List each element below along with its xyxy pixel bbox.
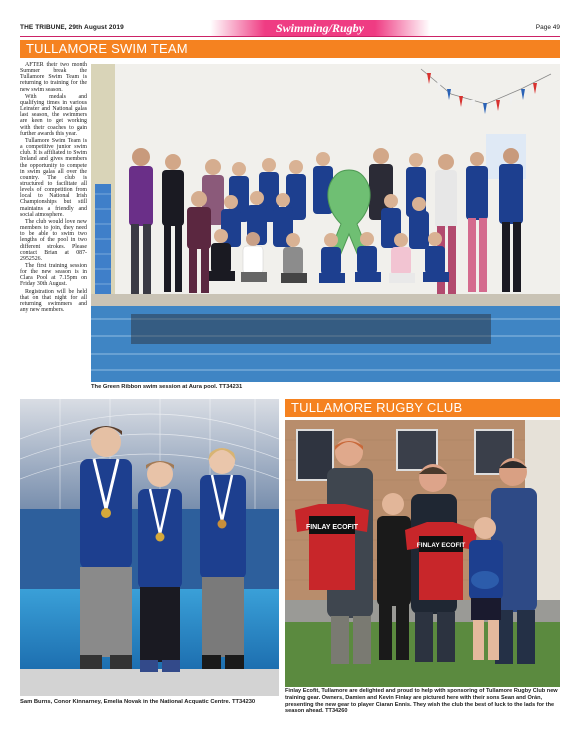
article-paragraph: The first training session for the new season is in Clara Pool at 7.15pm on Friday 30th August. — [20, 263, 87, 288]
section-title: Swimming/Rugby — [210, 20, 430, 36]
article-paragraph: Registration will be held that on that night for all returning swimmers and any new members. — [20, 288, 87, 314]
article-paragraph: The club would love new members to join, they need to be able to swim two lengths of the pool in two different strokes. Please contact Brian at 087-2952526. — [20, 218, 87, 262]
page-header — [20, 20, 560, 38]
jersey-sponsor-right: FINLAY ECOFIT — [416, 542, 466, 549]
page-number: Page 49 — [535, 24, 560, 31]
rugby-photo-caption: Finlay Ecofit, Tullamore are delighted and proud to help with sponsoring of Tullamore Rugby Club new training gear. Owners, Damien and Kevin Finlay are pictured here with their sons Sean and Orán, presenting the new gear to player Ciaran Ennis. They wish the club the best of luck to the lads for the season ahead. TT34260 — [285, 688, 558, 715]
jersey-sponsor-left: FINLAY ECOFIT — [305, 524, 359, 531]
article-paragraph: Tullamore Swim Team is a competitive junior swim club. It is affiliated to Swim Ireland and gives members the opportunity to compete in swim galas all over the country. The club is structured to facilitate all levels of competition from local to National Irish Championships but still maintains a friendly and social atmosphere. — [20, 137, 87, 218]
medal-photo — [20, 399, 279, 696]
medal-photo-caption: Sam Burns, Conor Kinnarney, Emelia Novak in the National Acquatic Centre. TT34230 — [20, 699, 256, 705]
rugby-photo — [285, 420, 560, 687]
rugby-illustration — [285, 420, 560, 687]
swim-article — [20, 62, 87, 314]
header-rule — [20, 36, 560, 37]
swim-team-illustration — [91, 64, 560, 382]
medal-illustration — [20, 399, 279, 696]
article-paragraph: AFTER their two month Summer break the Tullamore Swim Team is returning to training for the new swim season. — [20, 62, 87, 93]
swim-team-banner: TULLAMORE SWIM TEAM — [20, 40, 560, 58]
rugby-club-banner: TULLAMORE RUGBY CLUB — [285, 399, 560, 417]
article-paragraph: With medals and qualifying times in various Leinster and National galas last season, the swimmers are keen to get working with their coaches to gain further awards this year. — [20, 93, 87, 137]
newspaper-date: THE TRIBUNE, 29th August 2019 — [20, 24, 124, 31]
swim-team-photo — [91, 64, 560, 382]
team-photo-caption: The Green Ribbon swim session at Aura pool. TT34231 — [91, 384, 243, 390]
